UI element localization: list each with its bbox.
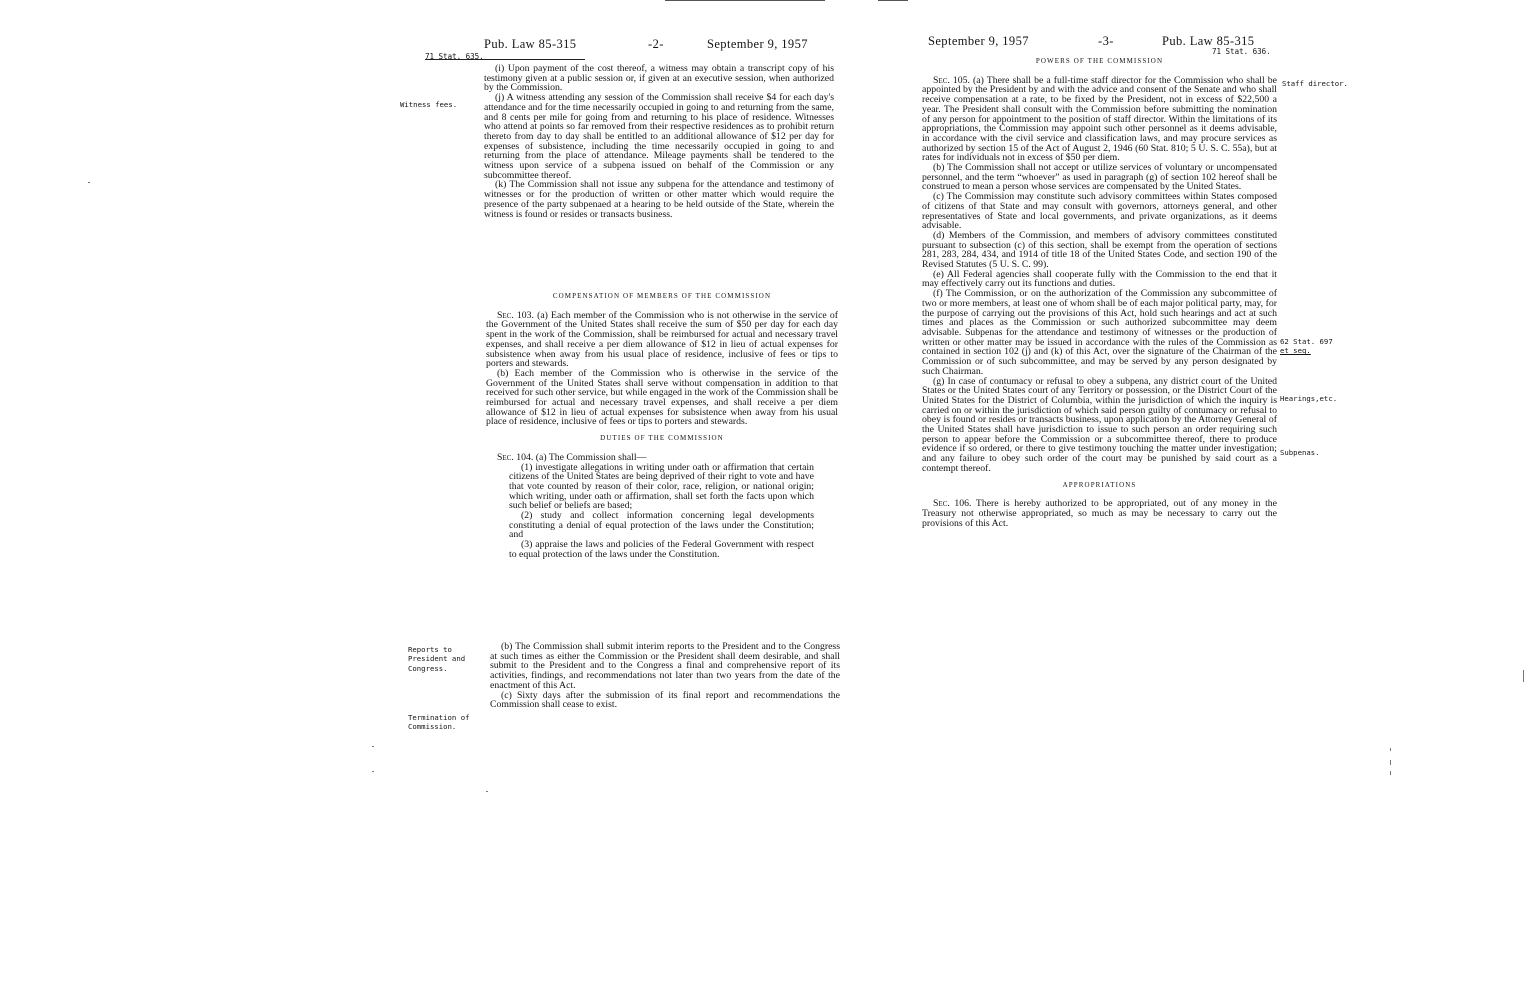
- sec-105-f: (f) The Commission, or on the authorization of the Commission any subcommittee of two or more members, at least one of whom shall be of each major political party, may, for the purpose of carrying out the provisions of this Act, hold such hearings and act at such times and places as the Commission or such authorized subcommittee may deem advisable. Subpenas for the attendance and testimony of witnesses or the production of written or other matter may be issued in accordance with the rules of the Commission as contained in section 102 (j) and (k) of this Act, over the signature of the Chairman of the Commission or of such subcommittee, and may be served by any person designated by such Chairman.: [922, 288, 1277, 377]
- margin-note-staff-director: Staff director.: [1282, 79, 1348, 88]
- margin-note-62-stat: [1280, 337, 1333, 356]
- margin-note-subpenas: Subpenas.: [1280, 448, 1320, 457]
- scan-speck: [372, 746, 374, 747]
- margin-note-line: Congress.: [408, 663, 448, 673]
- section-text: There is hereby authorized to be appropriated, out of any money in the Treasury not otherwise appropriated, so much as may be necessary to carry out the provisions of this Act.: [922, 498, 1278, 529]
- scan-speck: [1390, 748, 1391, 751]
- paragraph-j: (j) A witness attending any session of the Commission shall receive $4 for each day's attendance and for the time necessarily occupied in going to and returning from the same, and 8 cents per mile for going from and returning to his place of residence. Witnesses who attend at points so far removed from their respective residences as to prohibit return thereto from day to day shall be entitled to an additional allowance of $12 per day for expenses of subsistence, including the time necessarily occupied in going to and returning from the place of attendance. Mileage payments shall be tendered to the witness upon service of a subpena issued on behalf of the Commission or any subcommittee thereof.: [484, 92, 834, 181]
- scan-speck: [1390, 760, 1391, 765]
- heading-compensation: COMPENSATION OF MEMBERS OF THE COMMISSION: [552, 292, 772, 300]
- sec-104-item-1: (1) investigate allegations in writing under oath or affirmation that certain citizens of the United States are being deprived of their right to vote and have that vote counted by reason of their color, race, religion, or national origin; which writing, under oath or affirmation, shall set forth the facts upon which such belief or beliefs are based;: [509, 461, 814, 512]
- section-label: Sec. 104.: [497, 451, 534, 463]
- right-text-main: [922, 53, 1277, 528]
- margin-note-line: 62 Stat. 697: [1280, 337, 1333, 346]
- sec-105-e: (e) All Federal agencies shall cooperate fully with the Commission to the end that it may effectively carry out its functions and duties.: [922, 268, 1277, 290]
- scan-speck: [88, 182, 90, 183]
- margin-note-witness-fees: Witness fees.: [400, 100, 458, 109]
- section-text: (a) The Commission shall—: [535, 451, 647, 463]
- margin-note-reports: [408, 645, 465, 673]
- header-date-left: September 9, 1957: [707, 37, 808, 51]
- sec-104-item-2: (2) study and collect information concerning legal developments constituting a denial of equal protection of the laws under the Constitution; and: [509, 510, 814, 541]
- stat-citation-left: 71 Stat. 635.: [425, 52, 484, 61]
- header-rule-left: [425, 59, 585, 60]
- paragraph-i: (i) Upon payment of the cost thereof, a witness may obtain a transcript copy of his testimony given at a public session or, if given at an executive session, when authorized by the Commission.: [484, 63, 834, 94]
- sec-103-a: [486, 311, 838, 369]
- sec-104-item-3: (3) appraise the laws and policies of the Federal Government with respect to equal protection of the laws under the Constitution.: [509, 539, 814, 560]
- left-page: [400, 0, 845, 984]
- sec-104-b: (b) The Commission shall submit interim reports to the President and to the Congress at such times as either the Commission or the President shall deem desirable, and shall submit to the President and to the Congress a final and comprehensive report of its activities, findings, and recommendations not later than two years from the date of the enactment of this Act.: [490, 641, 840, 691]
- sec-105-a: [922, 76, 1277, 163]
- sec-105-d: (d) Members of the Commission, and members of advisory committees constituted pursuant to subsection (c) of this section, shall be exempt from the operation of sections 281, 283, 284, 434, and 1914 of title 18 of the United States Code, and section 190 of the Revised Statutes (5 U. S. C. 99).: [922, 229, 1277, 271]
- heading-powers: POWERS OF THE COMMISSION: [1035, 57, 1164, 65]
- left-text-compensation: [486, 285, 838, 560]
- paragraph-k: (k) The Commission shall not issue any subpena for the attendance and testimony of witnesses or for the production of written or other matter which would require the presence of the party subpenaed at a hearing to be held outside of the State, wherein the witness is found or resides or transacts business.: [484, 179, 834, 220]
- margin-note-line: Termination of: [408, 713, 470, 722]
- margin-note-line: Commission.: [408, 722, 457, 732]
- header-law-right: Pub. Law 85-315: [1162, 34, 1255, 48]
- sec-103-b: (b) Each member of the Commission who is otherwise in the service of the Government of the United States shall serve without compensation in addition to that received for such other service, but while engaged in the work of the Commission shall be reimbursed for actual and necessary travel expenses, and shall receive a per diem allowance of $12 in lieu of actual expenses for subsistence when away from his usual place of residence, inclusive of fees or tips to porters and stewards.: [486, 367, 838, 428]
- stat-citation-right: 71 Stat. 636.: [1212, 47, 1271, 56]
- scan-speck: [372, 771, 374, 772]
- section-label: Sec. 103.: [497, 309, 534, 321]
- sec-106: [922, 499, 1277, 528]
- margin-note-hearings: Hearings,etc.: [1280, 394, 1338, 403]
- margin-note-line: et seq.: [1280, 346, 1311, 356]
- sec-104-c: (c) Sixty days after the submission of its final report and recommendations the Commission shall cease to exist.: [490, 689, 840, 711]
- sec-105-g: (g) In case of contumacy or refusal to obey a subpena, any district court of the United States or the United States court of any Territory or possession, or the District Court of the United States for the District of Columbia, within the jurisdiction of which the inquiry is carried on or within the jurisdiction of which said person guilty of contumacy or refusal to obey is found or resides or transacts business, upon application by the Attorney General of the United States shall have jurisdiction to issue to such person an order requiring such person to appear before the Commission or a subcommittee thereof, there to produce evidence if so ordered, or there to give testimony touching the matter under investigation; and any failure to obey such order of the court may be punished by said court as a contempt thereof.: [922, 375, 1277, 474]
- section-label: Sec. 105.: [933, 74, 970, 86]
- margin-note-line: President and: [408, 654, 466, 664]
- section-text: (a) Each member of the Commission who is not otherwise in the service of the Government of the United States shall receive the sum of $50 per day for each day spent in the work of the Commission, shall be reimbursed for actual and necessary travel expenses, and shall receive a per diem allowance of $12 in lieu of actual expenses for subsistence when away from his usual place of residence, inclusive of fees or tips to porters and stewards.: [486, 309, 838, 370]
- header-date-right: September 9, 1957: [928, 34, 1029, 48]
- header-page-number-left: -2-: [648, 37, 664, 51]
- sec-105-b: (b) The Commission shall not accept or utilize services of voluntary or uncompensated personnel, and the term “whoever” as used in paragraph (g) of section 102 hereof shall be construed to mean a person whose services are compensated by the United States.: [922, 162, 1277, 193]
- header-law-left: Pub. Law 85-315: [484, 37, 577, 51]
- section-text: (a) There shall be a full-time staff director for the Commission who shall be appointed by the President by and with the advice and consent of the Senate and who shall receive compensation at a rate, to be fixed by the President, not in excess of $22,500 a year. The President shall consult with the Commission before submitting the nomination of any person for appointment to the position of staff director. Within the limitations of its appropriations, the Commission may appoint such other personnel as it deems advisable, in accordance with the civil service and classification laws, and may procure services as authorized by section 15 of the Act of August 2, 1946 (60 Stat. 810; 5 U. S. C. 55a), but at rates for individuals not in excess of $50 per diem.: [922, 74, 1277, 164]
- section-label: Sec. 106.: [933, 498, 972, 510]
- margin-note-line: Reports to: [408, 645, 452, 654]
- header-page-number-right: -3-: [1098, 34, 1114, 48]
- margin-note-termination: [408, 713, 470, 732]
- right-page: [920, 0, 1360, 984]
- heading-appropriations: APPROPRIATIONS: [1062, 480, 1137, 489]
- scan-top-line-right: [878, 0, 908, 1]
- left-text-bottom: [490, 642, 840, 710]
- heading-duties: DUTIES OF THE COMMISSION: [600, 434, 724, 443]
- left-text-top: [484, 64, 834, 219]
- scan-speck: [1523, 670, 1524, 682]
- scan-speck: [1390, 771, 1391, 775]
- sec-105-c: (c) The Commission may constitute such advisory committees within States composed of citizens of that State and may consult with governors, attorneys general, and other representatives of State and local governments, and private organizations, as it deems advisable.: [922, 191, 1277, 232]
